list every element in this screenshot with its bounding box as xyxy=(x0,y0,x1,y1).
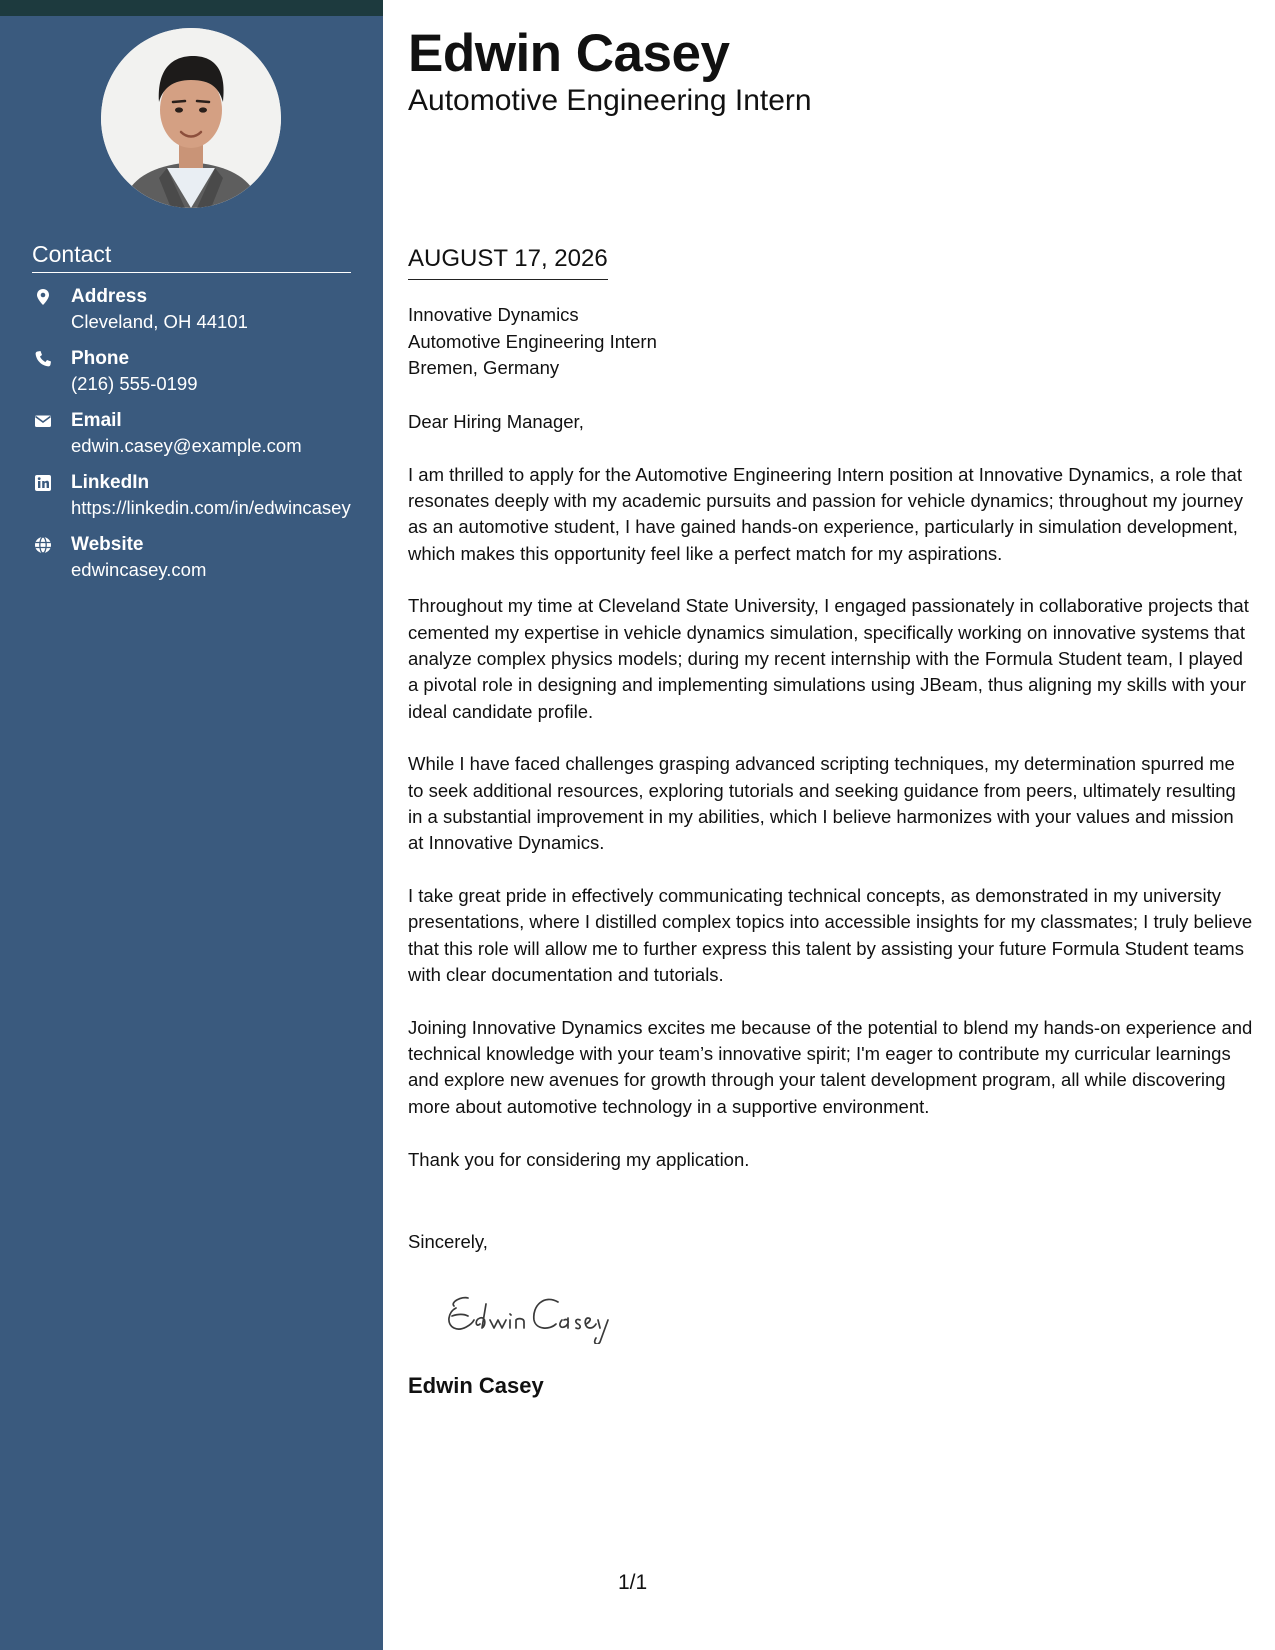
profile-photo xyxy=(101,28,281,208)
map-pin-icon xyxy=(34,288,52,306)
contact-email xyxy=(32,409,352,458)
envelope-icon xyxy=(34,412,52,430)
contact-phone xyxy=(32,347,352,396)
contact-value: edwin.casey@example.com xyxy=(71,435,302,456)
letter-paragraph: I take great pride in effectively communicating technical concepts, as demonstrated in my university presentations, where I distilled complex topics into accessible insights for my classmates; I truly believe that this role will allow me to further express this talent by assisting your future Formula Student teams with clear documentation and tutorials. xyxy=(408,885,1253,986)
contact-list xyxy=(32,285,352,595)
globe-icon xyxy=(34,536,52,554)
contact-value: edwincasey.com xyxy=(71,559,207,580)
contact-value: (216) 555-0199 xyxy=(71,373,198,394)
letter-paragraph: Throughout my time at Cleveland State University, I engaged passionately in collaborative projects that cemented my expertise in vehicle dynamics simulation, specifically working on innovative systems that analyze complex physics models; during my recent internship with the Formula Student team, I played a pivotal role in designing and implementing simulations using JBeam, thus aligning my skills with your ideal candidate profile. xyxy=(408,595,1249,722)
recipient-block xyxy=(408,302,657,382)
letter-date: AUGUST 17, 2026 xyxy=(408,244,608,280)
contact-label: Website xyxy=(71,534,144,555)
contact-label: Address xyxy=(71,286,148,307)
sidebar-top-band xyxy=(0,0,383,16)
contact-website xyxy=(32,533,352,582)
letter-paragraph: Joining Innovative Dynamics excites me because of the potential to blend my hands-on experience and technical knowledge with your team’s innovative spirit; I'm eager to contribute my curricular learnings and explore new avenues for growth through your talent development program, all while discovering more about automotive technology in a supportive environment. xyxy=(408,1016,1253,1117)
contact-linkedin xyxy=(32,471,352,520)
contact-label: Email xyxy=(71,410,122,431)
recipient-line: Innovative Dynamics xyxy=(408,304,579,325)
contact-value: https://linkedin.com/in/edwincasey xyxy=(71,497,351,518)
sidebar xyxy=(0,0,383,1650)
contact-label: LinkedIn xyxy=(71,472,150,493)
signed-name: Edwin Casey xyxy=(408,1373,544,1398)
contact-address xyxy=(32,285,352,334)
handwritten-signature xyxy=(440,1284,640,1344)
page-number: 1/1 xyxy=(618,1571,648,1594)
contact-label: Phone xyxy=(71,348,130,369)
recipient-line: Automotive Engineering Intern xyxy=(408,330,657,352)
letter-paragraph: While I have faced challenges grasping advanced scripting techniques, my determination spurred me to seek additional resources, exploring tutorials and seeking guidance from peers, ultimately resulting in a substantial improvement in my abilities, which I believe harmonizes with your values and mission at Innovative Dynamics. xyxy=(408,753,1236,854)
letter-paragraph: I am thrilled to apply for the Automotive Engineering Intern position at Innovative Dynamics, a role that resonates deeply with my academic pursuits and passion for vehicle dynamics; throughout my journey as an automotive student, I have gained hands-on experience, particularly in simulation development, which makes this opportunity feel like a perfect match for my aspirations. xyxy=(408,463,1243,564)
applicant-title: Automotive Engineering Intern xyxy=(408,84,812,117)
phone-icon xyxy=(34,350,52,368)
salutation: Dear Hiring Manager, xyxy=(408,411,584,432)
contact-value: Cleveland, OH 44101 xyxy=(71,311,248,332)
letter-paragraph: Thank you for considering my application. xyxy=(408,1148,750,1170)
applicant-name: Edwin Casey xyxy=(408,24,730,83)
recipient-line: Bremen, Germany xyxy=(408,357,560,378)
linkedin-icon xyxy=(34,474,52,492)
contact-heading: Contact xyxy=(32,240,351,273)
letter-body xyxy=(408,409,1253,1199)
closing: Sincerely, xyxy=(408,1231,488,1252)
